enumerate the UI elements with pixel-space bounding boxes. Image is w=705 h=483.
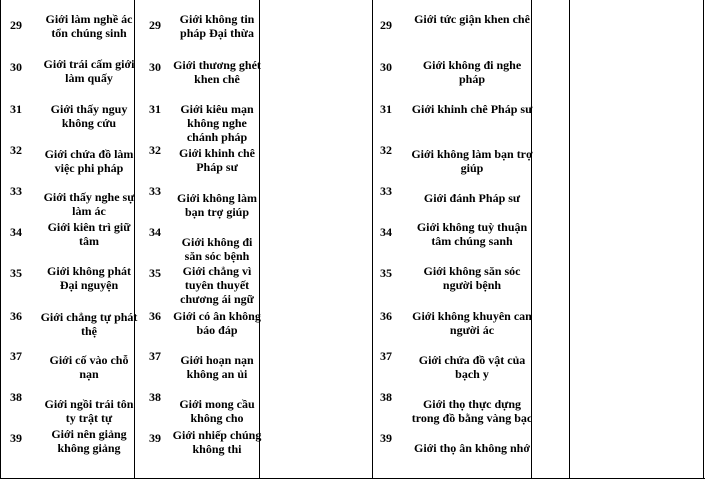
precept-cell: Giới thấy nghe sự làm ác (43, 190, 135, 218)
row-number: 37 (10, 349, 22, 363)
row-number: 33 (380, 184, 392, 198)
row-number: 31 (10, 102, 22, 116)
precept-cell: Giới thọ thực dựng trong đồ bằng vàng bạc (411, 397, 533, 425)
precept-cell: Giới không khuyên can người ác (412, 309, 532, 337)
precept-cell: Giới chứa đồ vật của bạch y (418, 353, 526, 381)
row-number: 35 (380, 266, 392, 280)
precept-cell: Giới đánh Pháp sư (423, 191, 521, 205)
row-number: 36 (10, 309, 22, 323)
row-number: 34 (380, 225, 392, 239)
precept-cell: Giới hoạn nạn không an ủi (180, 353, 254, 381)
row-number: 34 (149, 225, 161, 239)
precept-cell: Giới thấy nguy không cứu (50, 102, 128, 130)
precept-cell: Giới không làm bạn trợ giúp (411, 147, 533, 175)
precept-cell: Giới không phát Đại nguyện (46, 264, 131, 292)
precept-cell: Giới không tin pháp Đại thừa (179, 12, 255, 40)
precept-cell: Giới không làm bạn trợ giúp (177, 191, 257, 219)
row-number: 29 (149, 18, 161, 32)
precept-cell: Giới khinh chê Pháp sư (411, 102, 533, 116)
row-number: 39 (380, 431, 392, 445)
precept-cell: Giới chứa đồ làm việc phi pháp (44, 147, 134, 175)
column-divider (569, 0, 570, 479)
precept-cell: Giới trái cấm giới làm quấy (43, 57, 135, 85)
row-number: 37 (380, 349, 392, 363)
precept-cell: Giới có ân không báo đáp (173, 309, 261, 337)
precept-cell: Giới kiêu mạn không nghe chánh pháp (180, 102, 254, 144)
row-number: 39 (10, 431, 22, 445)
row-number: 35 (10, 266, 22, 280)
row-number: 38 (149, 390, 161, 404)
row-number: 39 (149, 431, 161, 445)
precept-cell: Giới thọ ân không nhớ (413, 441, 530, 455)
precept-cell: Giới thương ghét khen chê (173, 58, 261, 86)
table-border-left (0, 0, 1, 479)
row-number: 31 (149, 102, 161, 116)
precept-cell: Giới mong cầu không cho (179, 397, 255, 425)
row-number: 36 (149, 309, 161, 323)
precept-cell: Giới kiên trì giữ tâm (47, 220, 131, 248)
precept-cell: Giới tức giận khen chê (414, 12, 530, 26)
precept-cell: Giới nhiếp chúng không thi (172, 428, 262, 456)
row-number: 38 (380, 390, 392, 404)
precept-cell: Giới làm nghề ác tổn chúng sinh (45, 12, 133, 40)
table-border-bottom (0, 478, 705, 479)
precept-cell: Giới không tuỳ thuận tâm chúng sanh (416, 220, 528, 248)
precept-cell: Giới ngồi trái tôn ty trật tự (44, 397, 134, 425)
row-number: 33 (10, 184, 22, 198)
precept-cell: Giới không đi nghe pháp (422, 58, 522, 86)
row-number: 32 (149, 143, 161, 157)
row-number: 38 (10, 390, 22, 404)
row-number: 29 (380, 18, 392, 32)
table-border-right (703, 0, 704, 479)
precept-cell: Giới không đi săn sóc bệnh (181, 235, 253, 263)
row-number: 37 (149, 349, 161, 363)
row-number: 32 (10, 143, 22, 157)
row-number: 30 (10, 60, 22, 74)
precept-cell: Giới chẳng vì tuyên thuyết chương ái ngữ (180, 264, 254, 306)
column-divider (372, 0, 373, 479)
row-number: 29 (10, 18, 22, 32)
precept-cell: Giới khinh chê Pháp sư (178, 146, 255, 174)
precept-cell: Giới chẳng tự phát thệ (40, 310, 138, 338)
row-number: 35 (149, 266, 161, 280)
row-number: 31 (380, 102, 392, 116)
row-number: 32 (380, 143, 392, 157)
precept-cell: Giới nên giảng không giảng (51, 427, 127, 455)
precept-cell: Giới cố vào chỗ nạn (49, 353, 129, 381)
row-number: 30 (149, 60, 161, 74)
row-number: 36 (380, 309, 392, 323)
row-number: 33 (149, 184, 161, 198)
precept-cell: Giới không săn sóc người bệnh (423, 264, 521, 292)
row-number: 30 (380, 60, 392, 74)
row-number: 34 (10, 225, 22, 239)
